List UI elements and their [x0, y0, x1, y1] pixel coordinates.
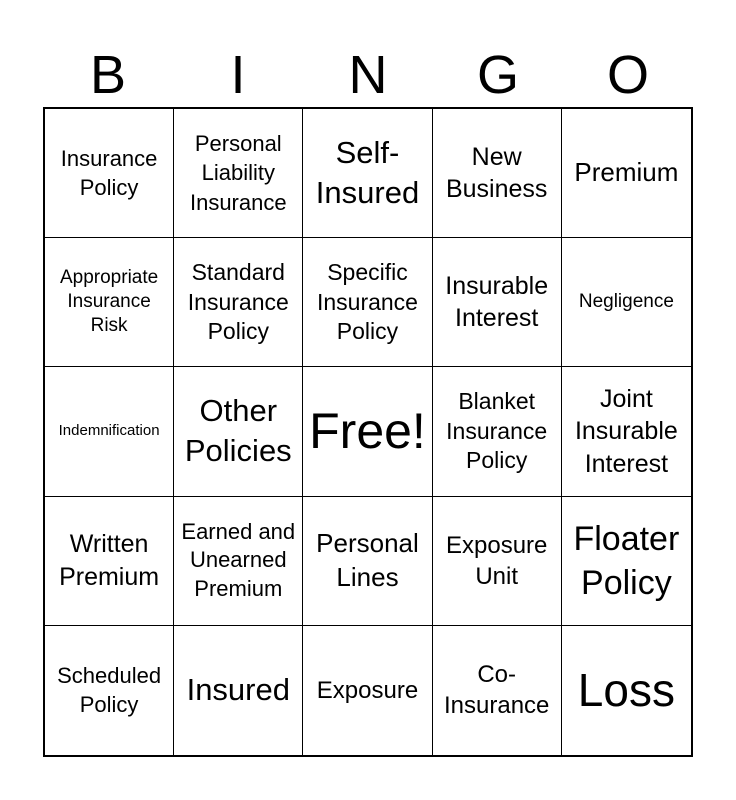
header-letter-o: O — [606, 45, 649, 105]
cell-label: Earned and Unearned Premium — [181, 518, 296, 601]
cell-label: Insurance Policy — [60, 145, 158, 201]
bingo-cell[interactable] — [174, 497, 303, 626]
cell-label: Indemnification — [58, 422, 160, 440]
bingo-cell[interactable] — [303, 238, 432, 367]
bingo-cell[interactable] — [174, 626, 303, 755]
bingo-cell[interactable] — [433, 497, 562, 626]
header-letter-g: G — [476, 45, 519, 105]
cell-label: Floater Policy — [573, 519, 680, 602]
cell-label: Personal Liability Insurance — [189, 130, 287, 215]
bingo-cell[interactable] — [433, 238, 562, 367]
cell-label: Specific Insurance Policy — [316, 259, 418, 344]
cell-label: Self-Insured — [315, 134, 420, 211]
cell-label: Blanket Insurance Policy — [446, 388, 548, 474]
cell-label: Exposure Unit — [445, 531, 548, 590]
cell-label: Appropriate Insurance Risk — [59, 266, 159, 337]
cell-label: Insured — [186, 672, 290, 708]
bingo-cell[interactable] — [303, 109, 432, 238]
cell-label: Personal Lines — [316, 527, 419, 592]
cell-label: Co-Insurance — [443, 661, 550, 720]
free-space[interactable] — [303, 367, 432, 496]
free-space-label: Free! — [309, 403, 426, 460]
cell-label: Standard Insurance Policy — [187, 259, 289, 344]
bingo-cell[interactable] — [562, 626, 691, 755]
bingo-cell[interactable] — [45, 497, 174, 626]
bingo-cell[interactable] — [174, 109, 303, 238]
cell-label: Loss — [577, 663, 675, 716]
bingo-cell[interactable] — [303, 497, 432, 626]
bingo-cell[interactable] — [433, 367, 562, 496]
cell-label: New Business — [445, 142, 548, 204]
bingo-cell[interactable] — [562, 497, 691, 626]
cell-label: Insurable Interest — [445, 271, 549, 333]
bingo-cell[interactable] — [562, 109, 691, 238]
bingo-cell[interactable] — [433, 109, 562, 238]
cell-label: Exposure — [316, 676, 419, 704]
bingo-cell[interactable] — [562, 238, 691, 367]
cell-label: Other Policies — [184, 393, 292, 469]
cell-label: Negligence — [578, 291, 674, 313]
header-letter-b: B — [89, 45, 127, 105]
bingo-cell[interactable] — [45, 367, 174, 496]
cell-label: Premium — [574, 157, 679, 188]
bingo-header — [43, 44, 693, 106]
bingo-cell[interactable] — [562, 367, 691, 496]
bingo-cell[interactable] — [45, 626, 174, 755]
header-letter-i: I — [230, 45, 246, 105]
bingo-cell[interactable] — [45, 238, 174, 367]
bingo-cell[interactable] — [174, 238, 303, 367]
bingo-cell[interactable] — [45, 109, 174, 238]
cell-label: Joint Insurable Interest — [574, 384, 678, 478]
cell-label: Written Premium — [59, 530, 160, 591]
bingo-cell[interactable] — [174, 367, 303, 496]
bingo-cell[interactable] — [433, 626, 562, 755]
bingo-cell[interactable] — [303, 626, 432, 755]
cell-label: Scheduled Policy — [57, 662, 162, 718]
header-letter-n: N — [348, 45, 388, 105]
bingo-card-grid — [43, 107, 693, 757]
